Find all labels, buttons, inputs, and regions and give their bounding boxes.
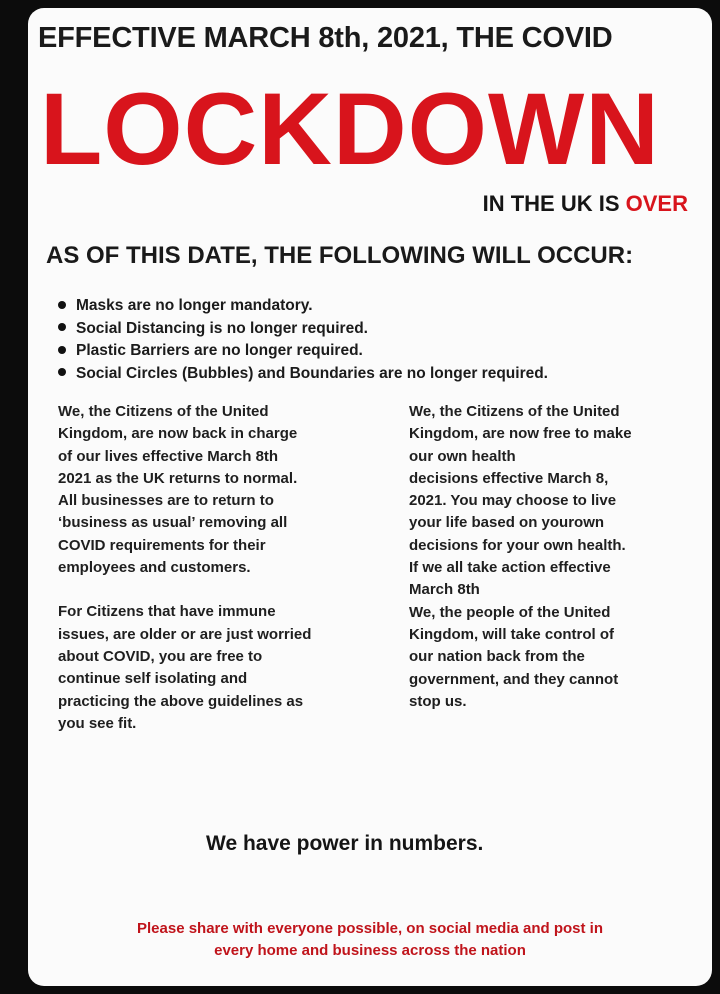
left-paragraph-2 (58, 601, 398, 735)
following-subhead: AS OF THIS DATE, THE FOLLOWING WILL OCCUR: (46, 242, 634, 269)
bullet-text: Social Circles (Bubbles) and Boundaries are no longer required. (76, 364, 548, 382)
text-line: ‘business as usual’ removing all (58, 514, 288, 532)
uk-over-prefix: IN THE UK IS (482, 191, 620, 216)
bullet-dot-icon (58, 368, 66, 376)
bullet-text: Social Distancing is no longer required. (76, 319, 368, 337)
right-paragraph (409, 401, 709, 713)
text-line: We, the Citizens of the United (58, 403, 269, 420)
left-paragraph-1 (58, 401, 398, 579)
text-line: your life based on yourown (409, 514, 605, 532)
text-line: We, the people of the United (409, 603, 611, 621)
text-line: Kingdom, will take control of (409, 625, 615, 643)
share-message (28, 918, 712, 962)
text-line: continue self isolating and (58, 670, 248, 688)
bullet-list (58, 295, 548, 385)
text-line: of our lives effective March 8th (58, 447, 279, 465)
text-line: Kingdom, are now free to make (409, 425, 632, 443)
bullet-text: Plastic Barriers are no longer required. (76, 342, 363, 359)
text-line: All businesses are to return to (58, 492, 274, 510)
text-line: stop us. (409, 692, 467, 710)
text-line: March 8th (409, 581, 480, 599)
text-line: decisions for your own health. (409, 536, 626, 554)
text-line: our nation back from the (409, 648, 585, 666)
text-line: COVID requirements for their (58, 536, 266, 554)
right-column (409, 401, 709, 713)
bullet-item (58, 318, 548, 341)
lockdown-poster (28, 8, 712, 986)
uk-over-line (483, 191, 688, 217)
text-line: you see fit. (58, 714, 137, 732)
text-line: 2021 as the UK returns to normal. (58, 469, 298, 487)
text-line: practicing the above guidelines as (58, 692, 304, 710)
bullet-text: Masks are no longer mandatory. (76, 297, 313, 314)
left-column (58, 401, 398, 735)
bullet-dot-icon (58, 323, 66, 331)
text-line: For Citizens that have immune (58, 603, 276, 621)
share-line: Please share with everyone possible, on social media and post in (137, 920, 603, 937)
bullet-item (58, 340, 548, 363)
text-line: decisions effective March 8, (409, 469, 609, 487)
bullet-item (58, 363, 548, 386)
text-line: issues, are older or are just worried (58, 625, 312, 643)
bullet-dot-icon (58, 346, 66, 354)
power-in-numbers: We have power in numbers. (206, 832, 484, 855)
text-line: our own health (409, 447, 516, 465)
bullet-dot-icon (58, 301, 66, 309)
share-line: every home and business across the nation (214, 942, 526, 959)
text-line: We, the Citizens of the United (409, 403, 620, 420)
lockdown-title: LOCKDOWN (40, 72, 660, 186)
headline-top: EFFECTIVE MARCH 8th, 2021, THE COVID (38, 22, 613, 54)
over-highlight: OVER (625, 191, 688, 216)
text-line: 2021. You may choose to live (409, 492, 617, 510)
text-line: If we all take action effective (409, 559, 611, 577)
bullet-item (58, 295, 548, 318)
text-line: about COVID, you are free to (58, 647, 263, 665)
text-line: employees and customers. (58, 559, 251, 577)
text-line: government, and they cannot (409, 670, 619, 688)
text-line: Kingdom, are now back in charge (58, 425, 298, 443)
